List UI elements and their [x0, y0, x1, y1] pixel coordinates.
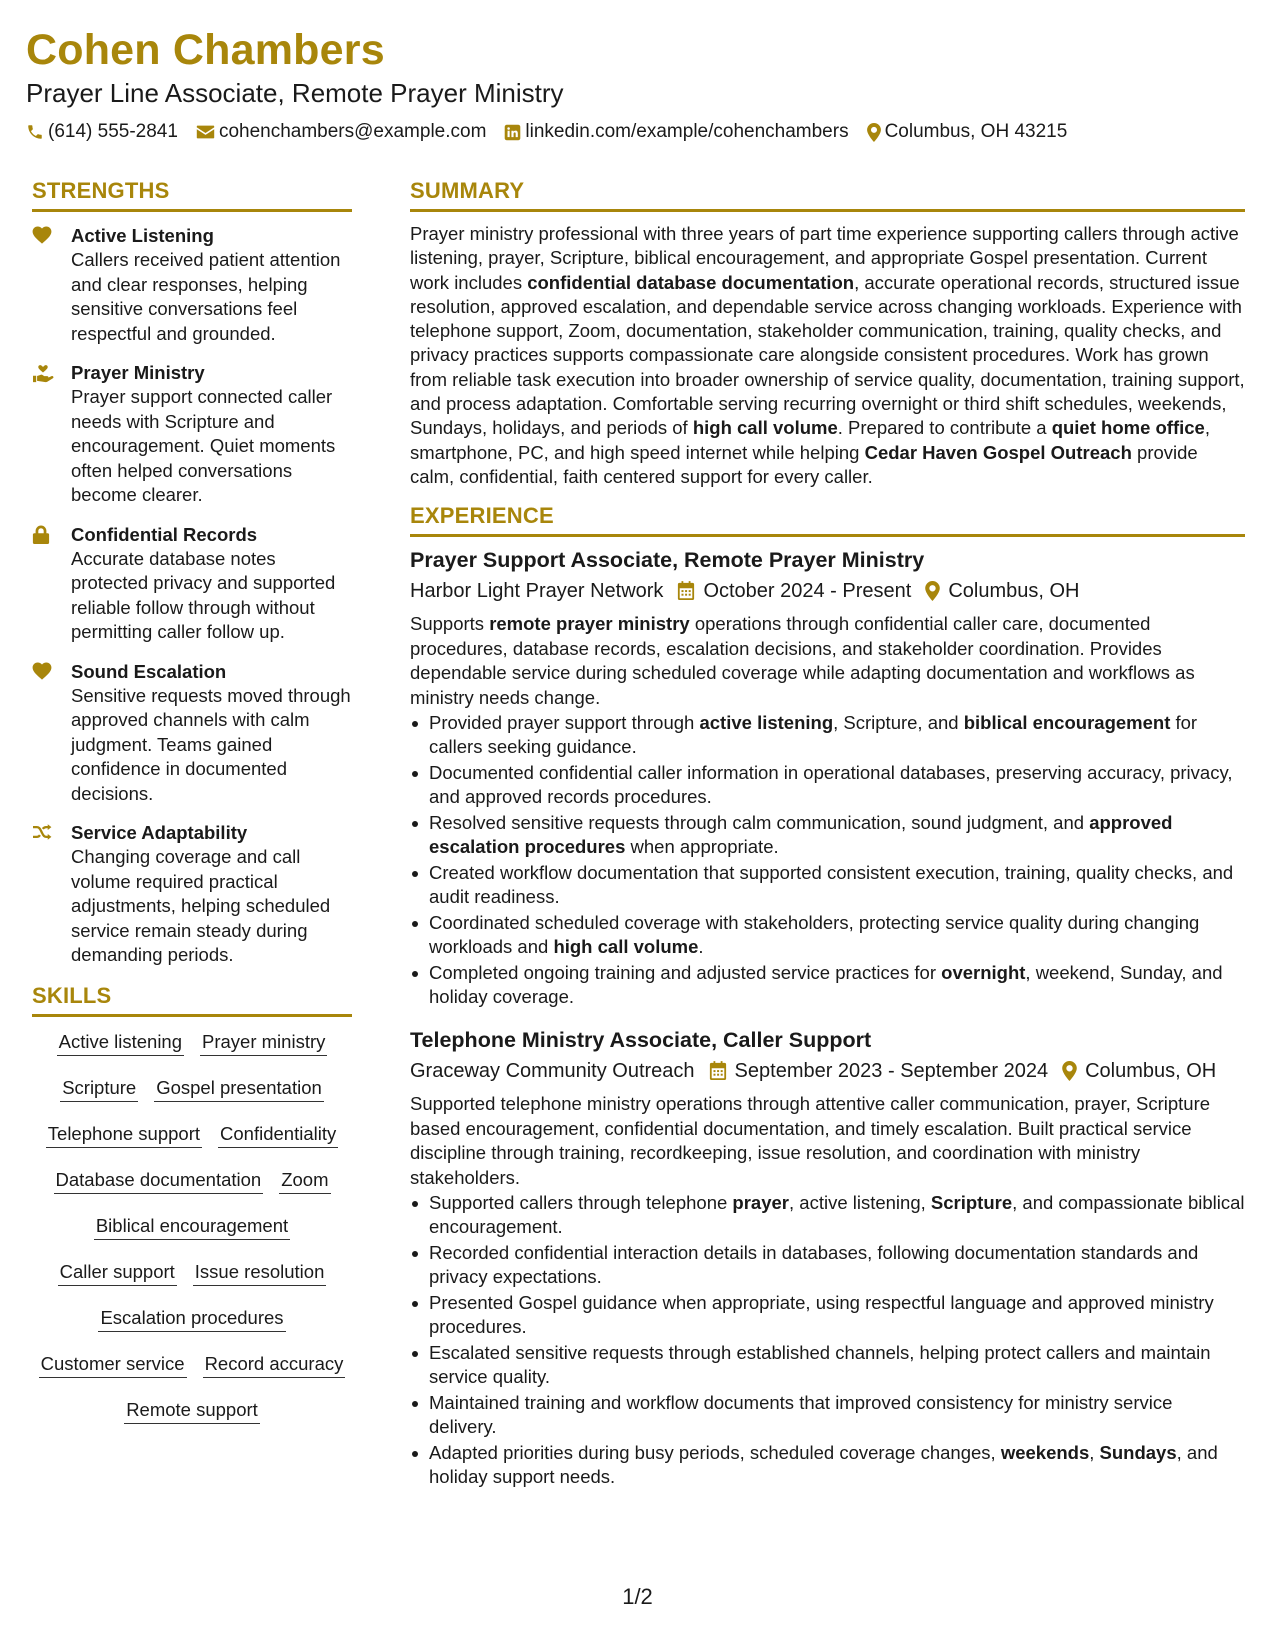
strength-title: Service Adaptability [71, 822, 248, 843]
job-title: Telephone Ministry Associate, Caller Support [410, 1028, 872, 1053]
job-bullet: Resolved sensitive requests through calm communication, sound judgment, and approved escalation procedures when appropriate. [410, 811, 1245, 859]
job-location-text: Columbus, OH [948, 580, 1080, 603]
strength-title: Sound Escalation [71, 660, 227, 682]
map-pin-icon [925, 581, 940, 601]
candidate-title: Prayer Line Associate, Remote Prayer Ministry [26, 78, 564, 108]
job-entry [410, 1027, 1245, 1489]
skill-tag: Gospel presentation [154, 1076, 324, 1102]
strength-item [32, 361, 352, 508]
skill-tag: Customer service [39, 1352, 187, 1378]
page-number: 1/2 [622, 1584, 653, 1609]
strength-item [32, 523, 352, 645]
bold-text: biblical encouragement [963, 712, 1171, 734]
envelope-icon [196, 124, 215, 140]
job-bullet: Coordinated scheduled coverage with stakeholders, protecting service quality during changing workloads and high call volume. [410, 911, 1245, 959]
skill-tag: Telephone support [46, 1122, 202, 1148]
job-description: Supports remote prayer ministry operations through confidential caller care, documented procedures, database records, escalation decisions, and stakeholder coordination. Provides dependable service during scheduled coverage while adapting documentation and workflows as ministry needs change. [410, 613, 1195, 708]
shuffle-icon [32, 823, 52, 841]
bold-text: active listening [699, 712, 834, 734]
job-bullet: Escalated sensitive requests through established channels, helping protect callers and maintain service quality. [410, 1341, 1245, 1389]
skill-tag: Biblical encouragement [94, 1214, 290, 1240]
job-bullet: Provided prayer support through active listening, Scripture, and biblical encouragement for callers seeking guidance. [410, 711, 1245, 759]
job-bullet: Supported callers through telephone prayer, active listening, Scripture, and compassionate biblical encouragement. [410, 1191, 1245, 1239]
strength-title: Active Listening [71, 225, 214, 246]
job-title: Prayer Support Associate, Remote Prayer Ministry [410, 548, 925, 573]
calendar-icon [709, 1061, 727, 1081]
linkedin-icon [504, 124, 521, 141]
skills-section [32, 983, 352, 1424]
skills-heading: SKILLS [32, 983, 352, 1017]
skill-row [32, 1076, 352, 1102]
job-meta [410, 578, 1245, 604]
contact-location [867, 120, 1068, 144]
job-dates [677, 578, 911, 604]
job-bullet: Documented confidential caller information in operational databases, preserving accuracy, privacy, and approved records procedures. [410, 761, 1245, 809]
strength-title: Confidential Records [71, 523, 258, 545]
bold-text: confidential database documentation [527, 271, 855, 293]
skill-tag: Active listening [57, 1030, 184, 1056]
skill-row [32, 1214, 352, 1240]
skill-tag: Caller support [58, 1260, 177, 1286]
strength-description: Sensitive requests moved through approved channels with calm judgment. Teams gained confidence in documented decisions. [71, 684, 351, 804]
strength-description: Accurate database notes protected privacy and supported reliable follow through without permitting caller follow up. [71, 547, 336, 642]
bold-text: approved escalation procedures [429, 812, 1173, 858]
strength-title: Prayer Ministry [71, 362, 205, 383]
resume-header [26, 24, 1245, 144]
experience-heading: EXPERIENCE [410, 503, 1245, 537]
job-org: Graceway Community Outreach [410, 1060, 695, 1083]
bold-text: Sundays [1099, 1442, 1177, 1464]
summary-heading: SUMMARY [410, 178, 1245, 212]
skill-row [32, 1260, 352, 1286]
skill-tag: Zoom [279, 1168, 330, 1194]
right-column [410, 178, 1245, 1491]
job-bullet: Adapted priorities during busy periods, scheduled coverage changes, weekends, Sundays, and holiday support needs. [410, 1441, 1245, 1489]
strength-item [32, 660, 352, 807]
job-bullet: Completed ongoing training and adjusted service practices for overnight, weekend, Sunday, and holiday coverage. [410, 961, 1245, 1009]
job-dates [709, 1058, 1049, 1084]
candidate-name: Cohen Chambers [26, 26, 385, 74]
skill-tag: Escalation procedures [98, 1306, 285, 1332]
job-location-text: Columbus, OH [1085, 1060, 1217, 1083]
bold-text: quiet home office [1051, 417, 1205, 439]
strength-item [32, 821, 352, 968]
job-bullet: Recorded confidential interaction details in databases, following documentation standards and privacy expectations. [410, 1241, 1245, 1289]
email-text[interactable]: cohenchambers@example.com [218, 121, 487, 142]
strength-description: Callers received patient attention and clear responses, helping sensitive conversations feel respectful and grounded. [71, 249, 341, 344]
map-pin-icon [867, 123, 881, 142]
skill-tag: Database documentation [54, 1168, 264, 1194]
summary-text: Prayer ministry professional with three years of part time experience supporting callers through active listening, prayer, Scripture, biblical encouragement, and appropriate Gospel presentation. Current work includes confidential database documentation, accurate operational records, structured issue resolution, approved escalation, and dependable service across changing workloads. Experience with telephone support, Zoom, documentation, stakeholder communication, training, quality checks, and privacy practices supports compassionate care alongside consistent procedures. Work has grown from reliable task execution into broader ownership of service quality, documentation, training support, and process adaptation. Comfortable serving recurring overnight or third shift schedules, weekends, Sundays, holidays, and periods of high call volume. Prepared to contribute a quiet home office, smartphone, PC, and high speed internet while helping Cedar Haven Gospel Outreach provide calm, confidential, faith centered support for every caller. [410, 223, 1245, 487]
bold-text: high call volume [692, 417, 838, 439]
bold-text: prayer [732, 1192, 789, 1214]
bold-text: Cedar Haven Gospel Outreach [864, 441, 1132, 463]
calendar-icon [677, 581, 695, 601]
job-bullets [410, 1191, 1245, 1489]
job-bullet: Presented Gospel guidance when appropriate, using respectful language and approved ministry procedures. [410, 1291, 1245, 1339]
skill-row [32, 1030, 352, 1056]
map-pin-icon [1062, 1061, 1077, 1081]
contact-phone [26, 120, 178, 144]
job-bullet: Created workflow documentation that supported consistent execution, training, quality checks, and audit readiness. [410, 861, 1245, 909]
skill-tag: Remote support [124, 1398, 260, 1424]
strengths-heading: STRENGTHS [32, 178, 352, 212]
skill-row [32, 1352, 352, 1378]
contact-linkedin[interactable] [504, 120, 848, 144]
strength-description: Changing coverage and call volume required practical adjustments, helping scheduled service remain steady during demanding periods. [71, 846, 331, 965]
skill-tag: Confidentiality [218, 1122, 338, 1148]
skill-row [32, 1122, 352, 1148]
skill-row [32, 1306, 352, 1332]
skill-row [32, 1398, 352, 1424]
phone-text: (614) 555-2841 [48, 121, 178, 142]
location-text: Columbus, OH 43215 [884, 121, 1068, 142]
skill-tag: Record accuracy [203, 1352, 346, 1378]
bold-text: overnight [941, 962, 1026, 984]
left-column [32, 178, 352, 1444]
job-bullet: Maintained training and workflow documents that improved consistency for ministry service delivery. [410, 1391, 1245, 1439]
lock-icon [32, 525, 50, 545]
job-meta [410, 1058, 1245, 1084]
heart-icon [32, 662, 52, 680]
bold-text: high call volume [553, 936, 699, 958]
skills-list [32, 1030, 352, 1424]
contact-email[interactable] [196, 120, 486, 144]
job-location [1062, 1058, 1216, 1084]
strength-description: Prayer support connected caller needs with Scripture and encouragement. Quiet moments often helped conversations become clearer. [71, 386, 336, 505]
strength-item [32, 224, 352, 346]
job-dates-text: October 2024 - Present [703, 580, 912, 603]
hand-heart-icon [32, 363, 54, 383]
strengths-list [32, 224, 352, 968]
skill-row [32, 1168, 352, 1194]
bold-text: weekends [1000, 1442, 1090, 1464]
job-location [925, 578, 1079, 604]
skill-tag: Scripture [60, 1076, 138, 1102]
bold-text: Scripture [930, 1192, 1013, 1214]
heart-icon [32, 226, 52, 244]
experience-section [410, 503, 1245, 1489]
linkedin-text[interactable]: linkedin.com/example/cohenchambers [525, 121, 849, 142]
skill-tag: Prayer ministry [200, 1030, 327, 1056]
bold-text: remote prayer ministry [489, 613, 690, 635]
job-entry [410, 547, 1245, 1009]
contact-bar [26, 120, 1245, 144]
phone-icon [26, 123, 44, 141]
job-description: Supported telephone ministry operations through attentive caller communication, prayer, Scripture based encouragement, confidential documentation, and timely escalation. Built practical service discipline through training, recordkeeping, issue resolution, and coordination with ministry stakeholders. [410, 1093, 1211, 1188]
job-bullets [410, 711, 1245, 1009]
skill-tag: Issue resolution [193, 1260, 327, 1286]
job-org: Harbor Light Prayer Network [410, 580, 664, 603]
job-dates-text: September 2023 - September 2024 [734, 1060, 1049, 1083]
